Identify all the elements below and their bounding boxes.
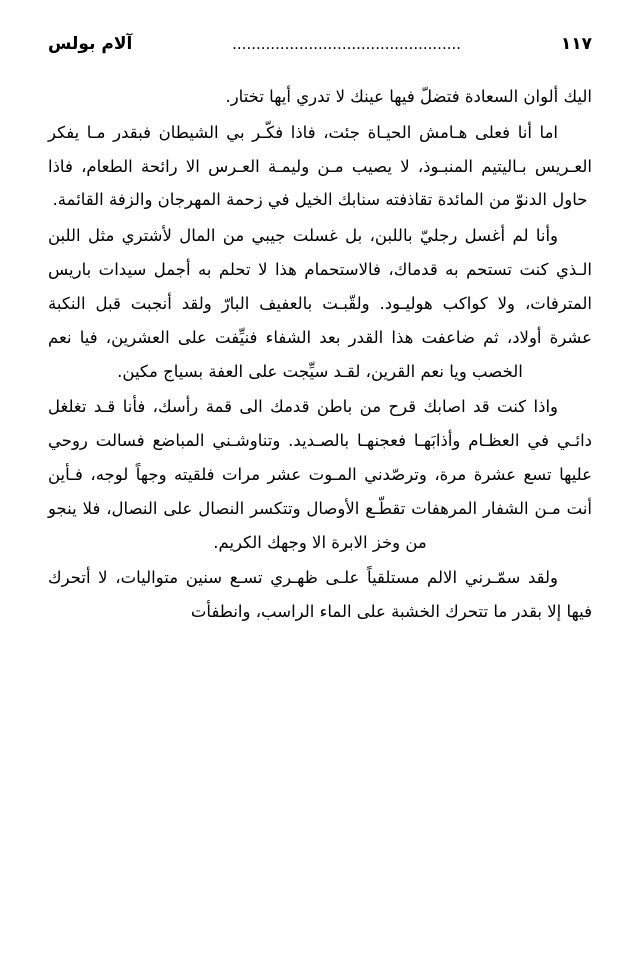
paragraph: ولقد سمّـرني الالم مستلقياً علـى ظهـري تسـع سنين متواليات، لا أتحرك فيها إلا بقدر ما تتحرك الخشبة على الماء الراسب، وانطفأت — [48, 568, 592, 622]
page-header — [48, 34, 592, 54]
paragraph: اليك ألوان السعادة فتضلّ فيها عينك لا تدري أيها تختار. — [225, 87, 592, 106]
page-body — [48, 80, 592, 629]
page-number: ١١٧ — [560, 34, 592, 54]
book-title: آلام بولس — [48, 34, 133, 54]
header-dot-leader: ................................................ — [232, 37, 462, 52]
paragraph: وأنا لم أغسل رجليّ باللبن، بل غسلت جيبي من المال لأشتري مثل اللبن الـذي كنت تستحم به قدماك، فالاستحمام هذا لا تحلم به أجمل سيدات باريس المترفات، ولا كواكب هوليـود. ولقّبـت بالعفيف البارّ ولقد أنجبت قبل النكبة عشرة أولاد، ثم ضاعفت هذا القدر بعد الشفاء فنيِّفت على العشرين، فيا نعم الخصب ويا نعم القرين، لقـد سيِّجت على العفة بسياج مكين. — [48, 226, 592, 381]
paragraph: واذا كنت قد اصابك قرح من باطن قدمك الى قمة رأسك، فأنا قـد تغلغل دائـي في العظـام وأذابَهـا فعجنهـا بالصـديد. وتناوشـني المباضع فسالت روحي عليها تسع عشرة مرة، وترصّدني المـوت عشر مرات فلقيته وجهاً لوجه، فـأين أنت مـن الشفار المرهفات تقطّـع الأوصال وتتكسر النصال على النصال، فلا ينجو من وخز الابرة الا وجهك الكريم. — [48, 397, 592, 552]
paragraph: اما أنا فعلى هـامش الحيـاة جئت، فاذا فكّـر بي الشيطان فبقدر مـا يفكر العـريس بـاليتيم المنبـوذ، لا يصيب مـن وليمـة العـرس الا رائحة الطعام، فاذا حاول الدنوّ من المائدة تقاذفته سنابك الخيل في زحمة المهرجان والزفة القائمة. — [48, 122, 592, 210]
